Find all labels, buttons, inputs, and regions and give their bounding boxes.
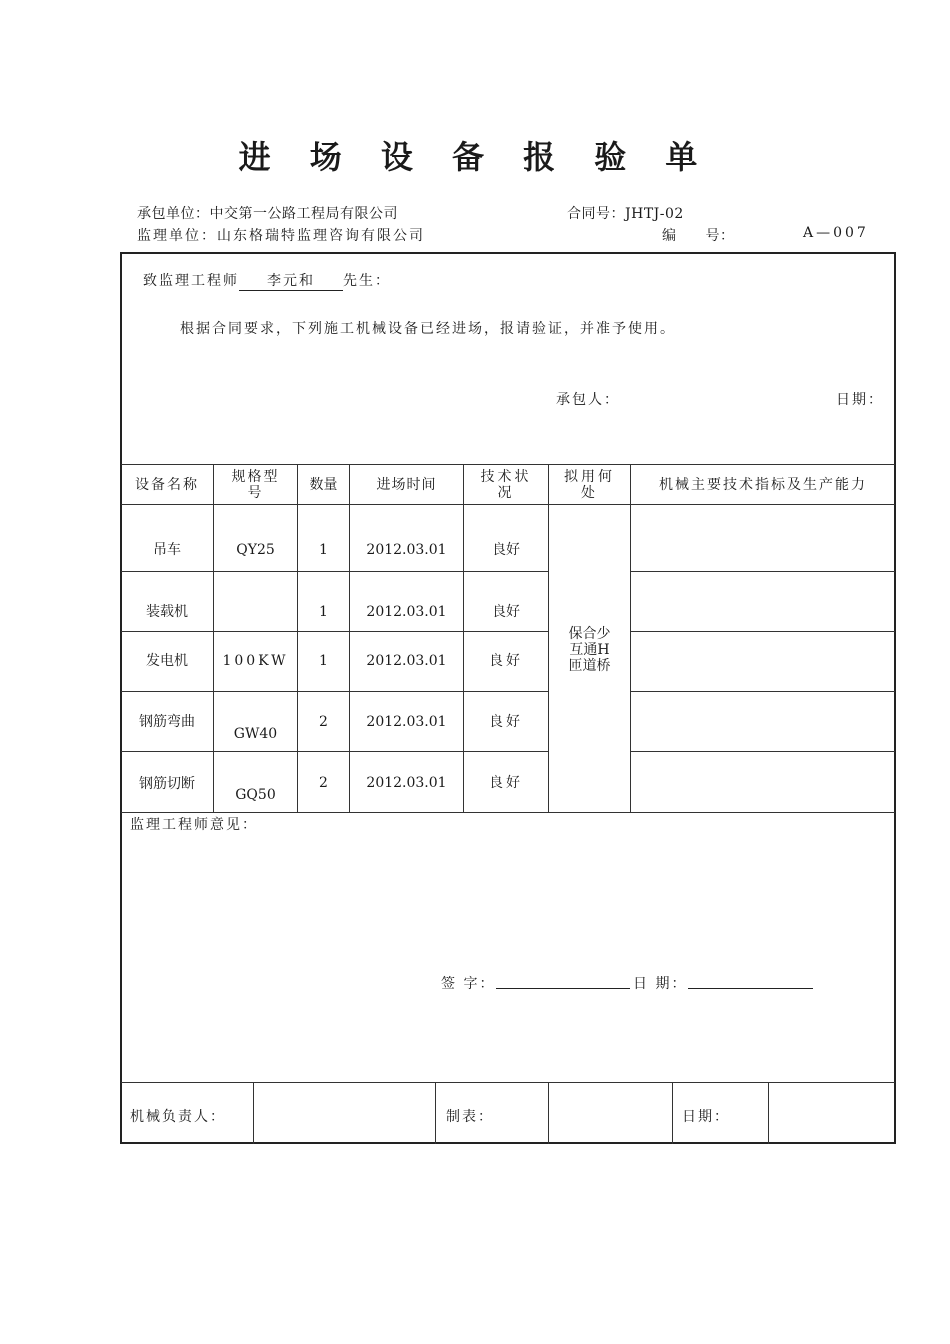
row5-qty: 2 <box>319 775 328 791</box>
row5-status: 良好 <box>489 775 523 791</box>
row2-name: 装载机 <box>146 604 188 620</box>
row1-spec: QY25 <box>236 542 275 558</box>
serial-value: A—007 <box>803 225 869 241</box>
contractor-sign-label: 承包人： <box>556 392 620 408</box>
footer-col-line <box>253 1082 254 1144</box>
opinion-sign-label: 签 字： <box>441 976 496 992</box>
col-line <box>463 464 464 812</box>
footer-col-line <box>768 1082 769 1144</box>
row3-status: 良好 <box>489 653 523 669</box>
row5-spec: GQ50 <box>235 787 276 803</box>
row2-status: 良好 <box>492 604 520 620</box>
letter-body: 根据合同要求，下列施工机械设备已经进场，报请验证，并准予使用。 <box>180 321 676 337</box>
row4-date: 2012.03.01 <box>366 714 447 730</box>
date-line <box>688 988 813 989</box>
row4-qty: 2 <box>319 714 328 730</box>
row2-qty: 1 <box>319 604 328 620</box>
header-capacity: 机械主要技术指标及生产能力 <box>659 476 867 493</box>
row5-name: 钢筋切断 <box>139 776 195 792</box>
header-equipment-name: 设备名称 <box>135 476 199 493</box>
serial-label: 编 号： <box>662 228 735 244</box>
col-line <box>213 464 214 812</box>
footer-top-line <box>121 1082 895 1083</box>
col-line <box>297 464 298 812</box>
row4-name: 钢筋弯曲 <box>139 714 195 730</box>
page-title: 进 场 设 备 报 验 单 <box>238 138 712 176</box>
usage-location: 保合少互通H匝道桥 <box>568 626 611 674</box>
row-line <box>121 751 548 752</box>
engineer-name: 李元和 <box>239 270 343 291</box>
col-line <box>349 464 350 812</box>
supervisor-unit: 监理单位：山东格瑞特监理咨询有限公司 <box>137 228 425 244</box>
row5-capacity <box>631 752 895 812</box>
contract-number: 合同号：JHTJ-02 <box>567 206 684 222</box>
footer-date-label: 日期： <box>682 1109 730 1125</box>
to-prefix: 致监理工程师 <box>143 273 239 289</box>
machine-owner-label: 机械负责人： <box>130 1109 226 1125</box>
row4-status: 良好 <box>489 714 523 730</box>
footer-col-line <box>672 1082 673 1144</box>
opinion-date-label: 日 期： <box>633 976 688 992</box>
to-suffix: 先生： <box>343 273 391 289</box>
row4-spec: GW40 <box>233 726 278 742</box>
contractor-unit: 承包单位：中交第一公路工程局有限公司 <box>137 206 398 222</box>
opinion-label: 监理工程师意见： <box>130 817 258 833</box>
row4-capacity <box>631 692 895 751</box>
row2-capacity <box>631 572 895 631</box>
row1-qty: 1 <box>319 542 328 558</box>
row3-qty: 1 <box>319 653 328 669</box>
row1-capacity <box>631 505 895 571</box>
row1-date: 2012.03.01 <box>366 542 447 558</box>
row3-date: 2012.03.01 <box>366 653 447 669</box>
row2-date: 2012.03.01 <box>366 604 447 620</box>
row3-name: 发电机 <box>146 653 188 669</box>
header-spec: 规格型号 <box>231 468 280 501</box>
row1-status: 良好 <box>492 542 520 558</box>
row-line <box>121 571 548 572</box>
signature-line <box>496 988 630 989</box>
row-line <box>121 691 548 692</box>
header-status: 技术状况 <box>480 468 532 501</box>
header-location: 拟用何处 <box>564 468 615 501</box>
row3-capacity <box>631 632 895 691</box>
row5-date: 2012.03.01 <box>366 775 447 791</box>
prepared-by-label: 制表： <box>446 1109 494 1125</box>
header-arrival-date: 进场时间 <box>376 476 437 493</box>
header-qty: 数量 <box>309 476 338 493</box>
letter-date-label: 日期： <box>836 392 884 408</box>
letter-salutation <box>143 270 391 291</box>
row2-spec <box>214 592 297 632</box>
footer-col-line <box>548 1082 549 1144</box>
row1-name: 吊车 <box>153 542 181 558</box>
footer-col-line <box>435 1082 436 1144</box>
row3-spec: 100KW <box>222 653 289 669</box>
